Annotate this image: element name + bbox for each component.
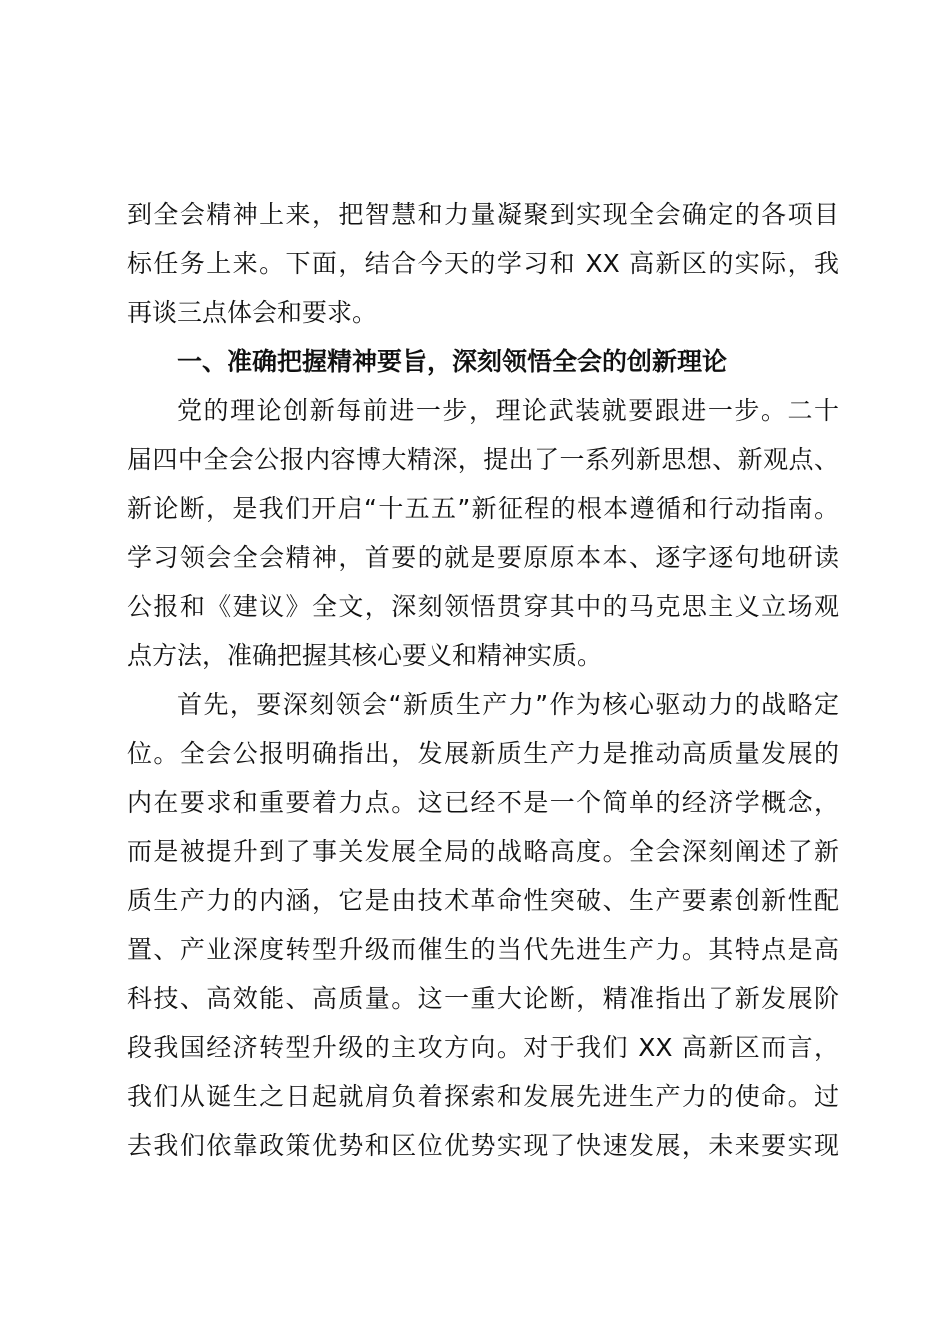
text-line: 到全会精神上来，把智慧和力量凝聚到实现全会确定的各项目	[127, 200, 839, 229]
body-text	[127, 190, 839, 1170]
text-line: 内在要求和重要着力点。这已经不是一个简单的经济学概念，	[127, 788, 839, 817]
text-line: 学习领会全会精神，首要的就是要原原本本、逐字逐句地研读	[127, 543, 839, 572]
text-line: 首先，要深刻领会“新质生产力”作为核心驱动力的战略定	[177, 690, 839, 719]
text-line: 我们从诞生之日起就肩负着探索和发展先进生产力的使命。过	[127, 1082, 839, 1111]
text-line: 科技、高效能、高质量。这一重大论断，精准指出了新发展阶	[127, 984, 839, 1013]
text-line: 位。全会公报明确指出，发展新质生产力是推动高质量发展的	[127, 739, 839, 768]
section-heading: 一、准确把握精神要旨，深刻领悟全会的创新理论	[177, 347, 728, 376]
text-line: 而是被提升到了事关发展全局的战略高度。全会深刻阐述了新	[127, 837, 839, 866]
text-line: 新论断，是我们开启“十五五”新征程的根本遵循和行动指南。	[127, 494, 839, 523]
text-line: 再谈三点体会和要求。	[127, 298, 378, 327]
text-line: 标任务上来。下面，结合今天的学习和 XX 高新区的实际，我	[127, 249, 839, 278]
text-line: 置、产业深度转型升级而催生的当代先进生产力。其特点是高	[127, 935, 839, 964]
text-line: 党的理论创新每前进一步，理论武装就要跟进一步。二十	[177, 396, 839, 425]
text-line: 去我们依靠政策优势和区位优势实现了快速发展，未来要实现	[127, 1131, 839, 1160]
text-line: 届四中全会公报内容博大精深，提出了一系列新思想、新观点、	[127, 445, 839, 474]
text-line: 质生产力的内涵，它是由技术革命性突破、生产要素创新性配	[127, 886, 839, 915]
text-line: 公报和《建议》全文，深刻领悟贯穿其中的马克思主义立场观	[127, 592, 839, 621]
text-line: 点方法，准确把握其核心要义和精神实质。	[127, 641, 603, 670]
text-line: 段我国经济转型升级的主攻方向。对于我们 XX 高新区而言，	[127, 1033, 839, 1062]
